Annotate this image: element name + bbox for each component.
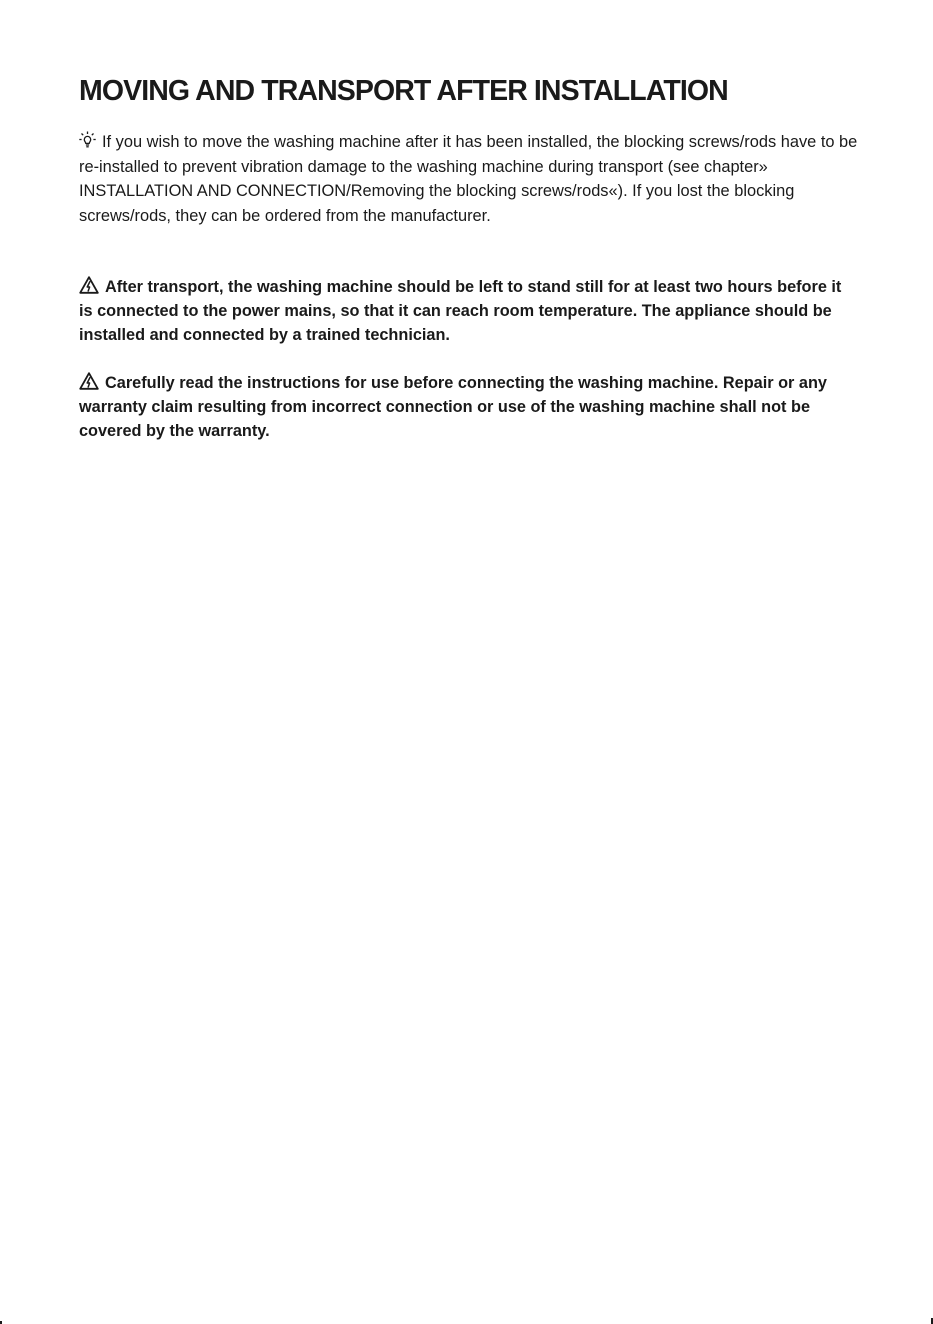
warning-icon (79, 276, 99, 294)
warning-paragraph-instructions (79, 371, 869, 444)
page-title: MOVING AND TRANSPORT AFTER INSTALLATION (79, 75, 728, 107)
lightbulb-icon (79, 131, 96, 149)
warning-text-transport: After transport, the washing machine should be left to stand still for at least two hours before it is connected to the power mains, so that it can reach room temperature. The appliance should be installed and connected by a trained technician. (79, 278, 842, 345)
tip-paragraph (79, 130, 874, 228)
warning-icon (79, 372, 99, 390)
tip-text: If you wish to move the washing machine after it has been installed, the blocking screws/rods have to be re-installed to prevent vibration damage to the washing machine during transport (see chapter» INSTALLATION AND CONNECTION/Removing the blocking screws/rods«). If you lost the blocking screws/rods, they can be ordered from the manufacturer. (79, 133, 858, 225)
warning-paragraph-transport (79, 275, 854, 348)
warning-text-instructions: Carefully read the instructions for use before connecting the washing machine. Repair or any warranty claim resulting from incorrect connection or use of the washing machine shall not be covered by the warranty. (79, 374, 827, 441)
